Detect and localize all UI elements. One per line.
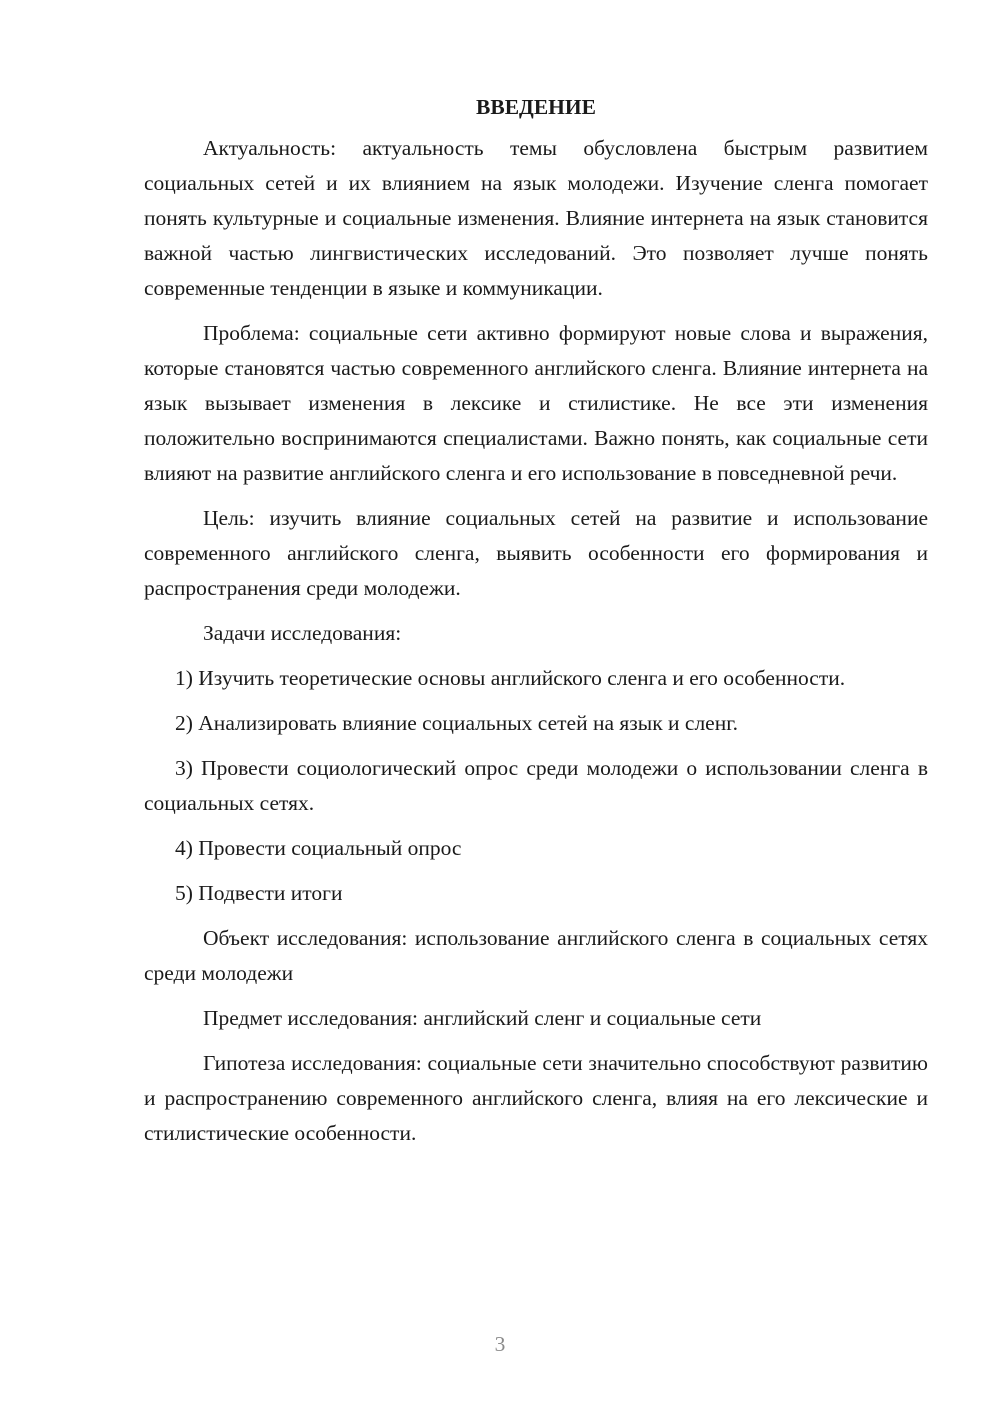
task-item-2: 2) Анализировать влияние социальных сетей на язык и сленг. bbox=[175, 711, 738, 735]
tasks-heading: Задачи исследования: bbox=[203, 621, 402, 645]
problem-paragraph: Проблема: социальные сети активно формируют новые слова и выражения, которые становятся частью современного английского сленга. Влияние интернета на язык вызывает изменения в лексике и стилистике. Не все эти изменения положительно воспринимаются специалистами. Важно понять, как социальные сети влияют на развитие английского сленга и его использование в повседневной речи. bbox=[144, 321, 928, 485]
subject-paragraph: Предмет исследования: английский сленг и социальные сети bbox=[203, 1006, 762, 1030]
page-number: 3 bbox=[494, 1332, 506, 1356]
task-item-3: 3) Провести социологический опрос среди молодежи о использовании сленга в социальных сетях. bbox=[144, 756, 928, 815]
task-item-4: 4) Провести социальный опрос bbox=[175, 836, 462, 860]
section-title: ВВЕДЕНИЕ bbox=[476, 95, 596, 119]
task-item-5: 5) Подвести итоги bbox=[175, 881, 343, 905]
object-paragraph: Объект исследования: использование английского сленга в социальных сетях среди молодежи bbox=[144, 926, 928, 985]
goal-paragraph: Цель: изучить влияние социальных сетей на развитие и использование современного английского сленга, выявить особенности его формирования и распространения среди молодежи. bbox=[144, 506, 928, 600]
relevance-paragraph: Актуальность: актуальность темы обусловлена быстрым развитием социальных сетей и их влиянием на язык молодежи. Изучение сленга помогает понять культурные и социальные изменения. Влияние интернета на язык становится важной частью лингвистических исследований. Это позволяет лучше понять современные тенденции в языке и коммуникации. bbox=[144, 136, 928, 300]
task-item-1: 1) Изучить теоретические основы английского сленга и его особенности. bbox=[175, 666, 846, 690]
document-page bbox=[144, 90, 928, 1161]
hypothesis-paragraph: Гипотеза исследования: социальные сети значительно способствуют развитию и распространению современного английского сленга, влияя на его лексические и стилистические особенности. bbox=[144, 1051, 928, 1145]
